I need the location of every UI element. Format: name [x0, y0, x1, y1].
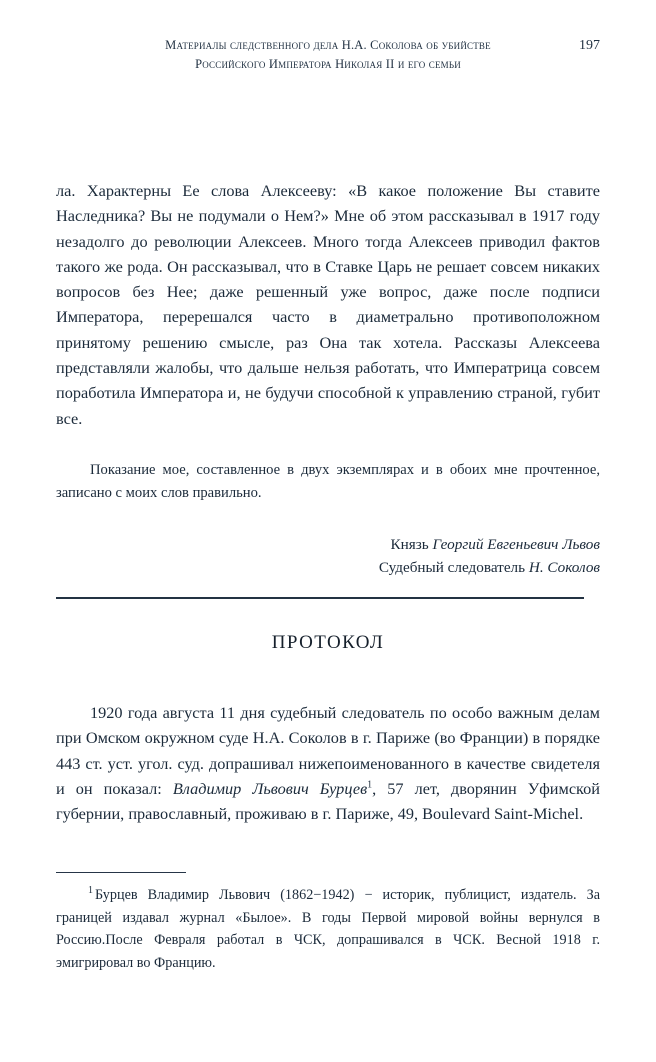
footnote-number: 1 — [88, 885, 93, 897]
running-head — [0, 36, 656, 74]
protocol-text-part-2: , 57 лет, дворянин Уфимской губернии, православный, проживаю в г. Париже, 49, Boulevard Saint-Michel. — [56, 778, 600, 824]
signature-2-name: Н. Соколов — [528, 559, 600, 577]
signature-line-1 — [56, 533, 600, 557]
running-head-text — [56, 36, 600, 74]
section-divider-rule — [56, 597, 584, 599]
protocol-text-part-1: 1920 года августа 11 дня судебный следователь по особо важным делам при Омском окружном суде Н.А. Соколов в г. Париже (во Франции) в порядке 443 ст. уст. угол. суд. допрашивал нижепоименованного в качестве свидетеля и он показал: — [56, 703, 600, 798]
signature-1-prefix: Князь — [390, 535, 433, 553]
paragraph-continued: ла. Характерны Ее слова Алексееву: «В какое положение Вы ставите Наследника? Вы не подумали о Нем?» Мне об этом рассказывал в 1917 году незадолго до революции Алексеев. Много тогда Алексеев приводил фактов такого же рода. Он рассказывал, что в Ставке Царь не решает совсем никаких вопросов без Нее; даже решенный уже вопрос, даже после подписи Императора, перерешался часто в диаметрально противоположном принятому решению смысле, раз Она так хотела. Рассказы Алексеева представляли жалобы, что дальше нельзя работать, что Императрица совсем поработила Императора и, не будучи способной к управлению страной, губит все. — [56, 181, 600, 428]
footnote-reference: 1 — [367, 779, 373, 791]
footnote-separator-rule — [56, 872, 186, 873]
signature-line-2 — [56, 556, 600, 580]
running-head-line-1: Материалы следственного дела Н.А. Соколова об убийстве — [165, 38, 491, 52]
running-head-line-2: Российского Императора Николая II и его семьи — [195, 57, 461, 71]
protocol-paragraph — [56, 700, 600, 826]
main-text-block — [56, 178, 600, 580]
section-title: ПРОТОКОЛ — [271, 632, 385, 653]
signature-1-name: Георгий Евгеньевич Львов — [432, 535, 600, 553]
page-number: 197 — [579, 38, 600, 53]
witness-name: Владимир Львович Бурцев — [172, 778, 368, 798]
footnote-text: Бурцев Владимир Львович (1862−1942) − историк, публицист, издатель. За границей издавал журнал «Былое». В годы Первой мировой войны вернулся в Россию.После Февраля работал в ЧСК, допрашивался в ЧСК. Весной 1918 г. эмигрировал во Францию. — [56, 887, 600, 971]
footnote — [56, 884, 600, 974]
signature-2-prefix: Судебный следователь — [378, 559, 529, 577]
protocol-text-block — [56, 700, 600, 826]
signature-block — [56, 533, 600, 580]
paragraph-attestation: Показание мое, составленное в двух экземплярах и в обоих мне прочтенное, записано с моих слов правильно. — [56, 461, 600, 501]
